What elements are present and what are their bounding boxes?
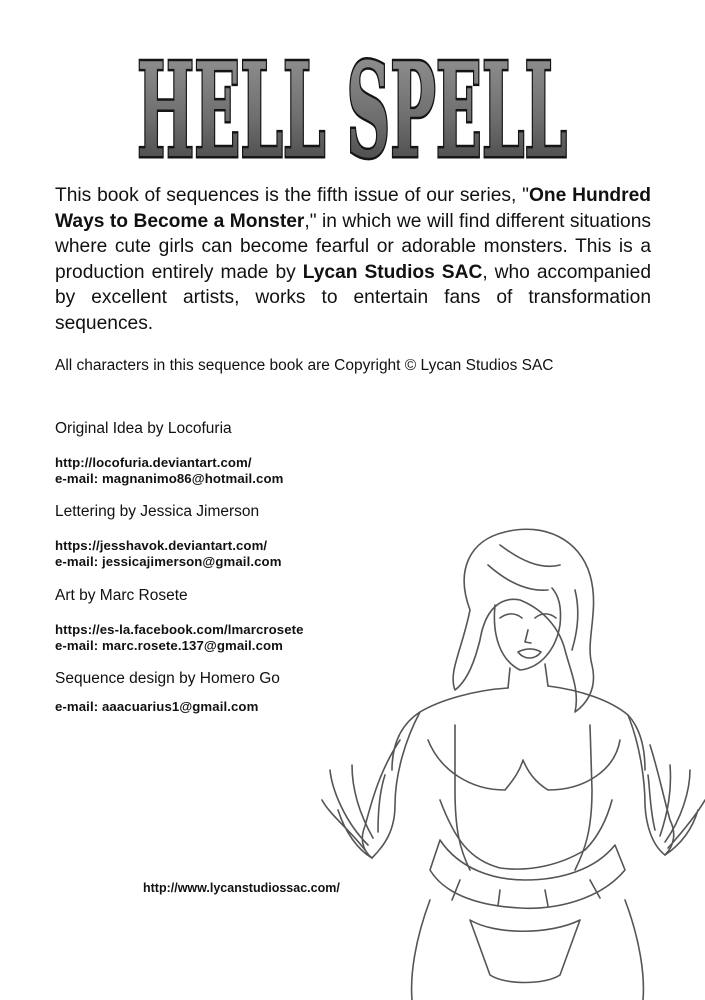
hips [412, 900, 644, 1000]
hell-spell-logo [130, 36, 575, 171]
logo-title: HELL SPELL [137, 36, 567, 171]
skirt [430, 840, 625, 908]
credit-lettering-title: Lettering by Jessica Jimerson [55, 503, 260, 520]
right-arm [628, 715, 674, 855]
shoulders [392, 686, 645, 770]
eyes [500, 614, 556, 618]
copyright-notice: All characters in this sequence book are Copyright © Lycan Studios SAC [55, 357, 554, 374]
underwear [470, 920, 580, 983]
credit-idea-title: Original Idea by Locofuria [55, 420, 232, 437]
credit-idea-url[interactable]: http://locofuria.deviantart.com/ [55, 455, 252, 470]
left-arm [362, 712, 420, 858]
website-link[interactable]: http://www.lycanstudiossac.com/ [143, 881, 340, 895]
intro-text-2: ," in which we will find different situations where cute girls can become fearful or adorable monsters. This is a production entirely made by [55, 210, 651, 283]
credit-lettering-url[interactable]: https://jesshavok.deviantart.com/ [55, 538, 268, 553]
skirt-folds [452, 880, 600, 906]
left-hand [322, 765, 385, 858]
credit-art-title: Art by Marc Rosete [55, 587, 188, 604]
nose-mouth [518, 630, 541, 658]
hair-strands [488, 545, 578, 650]
credit-art-email[interactable]: e-mail: marc.rosete.137@gmail.com [55, 638, 283, 653]
chest [428, 740, 620, 790]
hair-outline [453, 529, 593, 712]
credit-design-title: Sequence design by Homero Go [55, 670, 280, 687]
neck [508, 664, 548, 688]
waist [440, 800, 612, 869]
intro-text-3: , who accompanied by excellent artists, works to entertain fans of transformation sequences. [55, 261, 651, 334]
intro-paragraph [55, 183, 651, 336]
right-hand [648, 765, 705, 855]
credit-design-email[interactable]: e-mail: aaacuarius1@gmail.com [55, 699, 259, 714]
studio-name: Lycan Studios SAC [302, 261, 483, 283]
apron [455, 725, 592, 870]
series-name: One Hundred Ways to Become a Monster [55, 185, 651, 232]
intro-text-1: This book of sequences is the fifth issue of our series, " [55, 185, 529, 206]
face-outline [494, 588, 560, 670]
credit-art-url[interactable]: https://es-la.facebook.com/lmarcrosete [55, 622, 304, 637]
credit-idea-email[interactable]: e-mail: magnanimo86@hotmail.com [55, 471, 284, 486]
credit-lettering-email[interactable]: e-mail: jessicajimerson@gmail.com [55, 554, 282, 569]
